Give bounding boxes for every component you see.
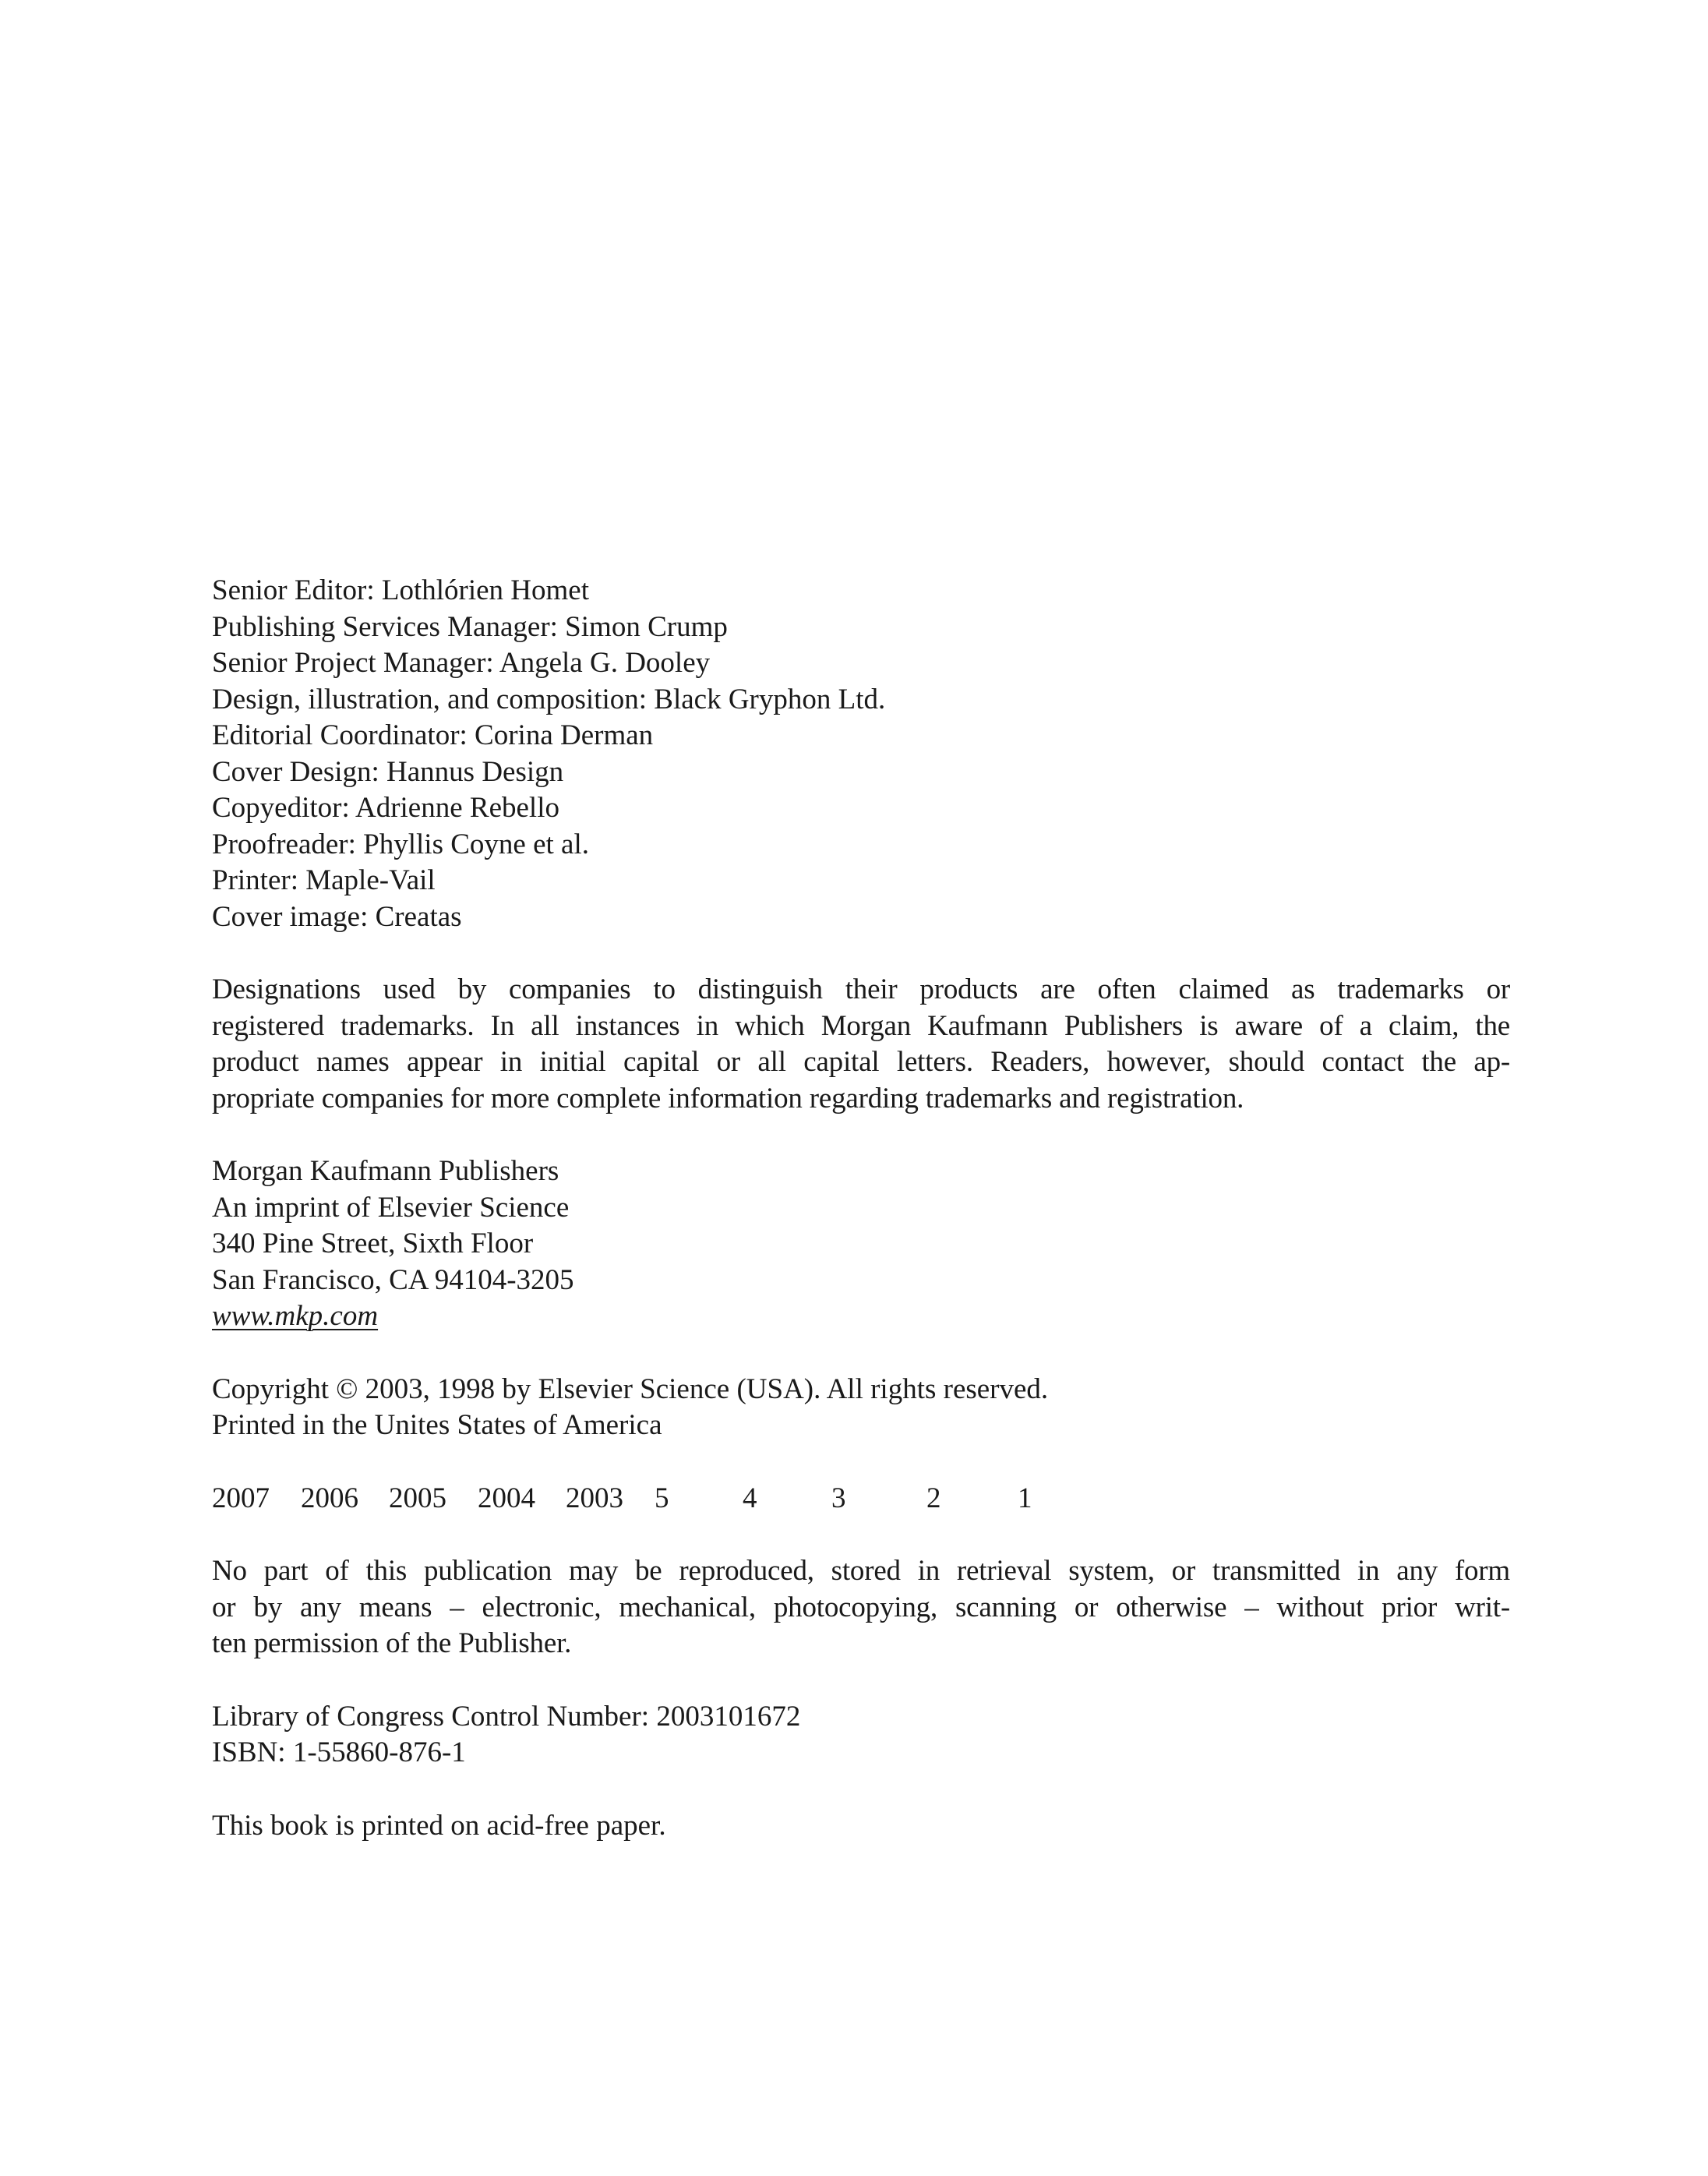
rights-line: No part of this publication may be reproduced, stored in retrieval system, or transmitted in any form (212, 1555, 1510, 1587)
credit-publishing-services-manager: Publishing Services Manager: Simon Crump (212, 610, 728, 643)
publisher-imprint: An imprint of Elsevier Science (212, 1191, 570, 1224)
credit-editorial-coordinator: Editorial Coordinator: Corina Derman (212, 719, 654, 751)
print-line-number: 5 (655, 1482, 669, 1514)
credit-copyeditor: Copyeditor: Adrienne Rebello (212, 792, 559, 824)
publisher-city: San Francisco, CA 94104-3205 (212, 1263, 574, 1296)
trademark-notice (212, 972, 1510, 1117)
credit-printer: Printer: Maple-Vail (212, 864, 436, 896)
credit-cover-image: Cover image: Creatas (212, 900, 462, 933)
print-line-number: 3 (831, 1482, 846, 1514)
copyright-line: Copyright © 2003, 1998 by Elsevier Science (USA). All rights reserved. (212, 1372, 1049, 1405)
credit-design-composition: Design, illustration, and composition: Black Gryphon Ltd. (212, 683, 886, 715)
catalog-info (212, 1699, 1521, 1772)
copyright-page (212, 573, 1521, 1844)
print-line (212, 1481, 1521, 1517)
rights-notice (212, 1553, 1510, 1662)
print-line-number: 2007 (212, 1482, 270, 1514)
trademark-line: Designations used by companies to distinguish their products are often claimed as trademarks or (212, 973, 1510, 1005)
trademark-line: product names appear in initial capital or all capital letters. Readers, however, should contact the ap- (212, 1046, 1510, 1078)
print-line-number: 2004 (478, 1482, 535, 1514)
print-line-number: 1 (1018, 1482, 1032, 1514)
credit-cover-design: Cover Design: Hannus Design (212, 755, 564, 788)
trademark-line: propriate companies for more complete information regarding trademarks and registration. (212, 1082, 1244, 1114)
isbn-line: ISBN: 1-55860-876-1 (212, 1736, 466, 1768)
credit-senior-editor: Senior Editor: Lothlórien Homet (212, 574, 589, 606)
print-line-number: 2005 (389, 1482, 446, 1514)
lccn-line: Library of Congress Control Number: 2003101672 (212, 1700, 801, 1733)
credit-senior-project-manager: Senior Project Manager: Angela G. Dooley (212, 647, 711, 679)
credits-list (212, 573, 1521, 935)
print-line-number: 2 (926, 1482, 941, 1514)
rights-line: or by any means – electronic, mechanical, photocopying, scanning or otherwise – without prior writ- (212, 1591, 1510, 1623)
rights-line: ten permission of the Publisher. (212, 1627, 572, 1659)
publisher-address (212, 1153, 1521, 1335)
credit-proofreader: Proofreader: Phyllis Coyne et al. (212, 828, 589, 860)
printed-in-line: Printed in the Unites States of America (212, 1409, 662, 1441)
publisher-name: Morgan Kaufmann Publishers (212, 1155, 559, 1187)
print-line-number: 4 (743, 1482, 757, 1514)
publisher-url-link[interactable]: www.mkp.com (212, 1300, 379, 1332)
copyright-statement (212, 1372, 1521, 1444)
print-line-number: 2006 (301, 1482, 358, 1514)
publisher-street: 340 Pine Street, Sixth Floor (212, 1228, 534, 1259)
trademark-line: registered trademarks. In all instances in which Morgan Kaufmann Publishers is aware of a claim, the (212, 1009, 1510, 1042)
acid-free-paper-line: This book is printed on acid-free paper. (212, 1809, 666, 1842)
paper-note (212, 1808, 1521, 1845)
print-line-number: 2003 (566, 1482, 623, 1514)
